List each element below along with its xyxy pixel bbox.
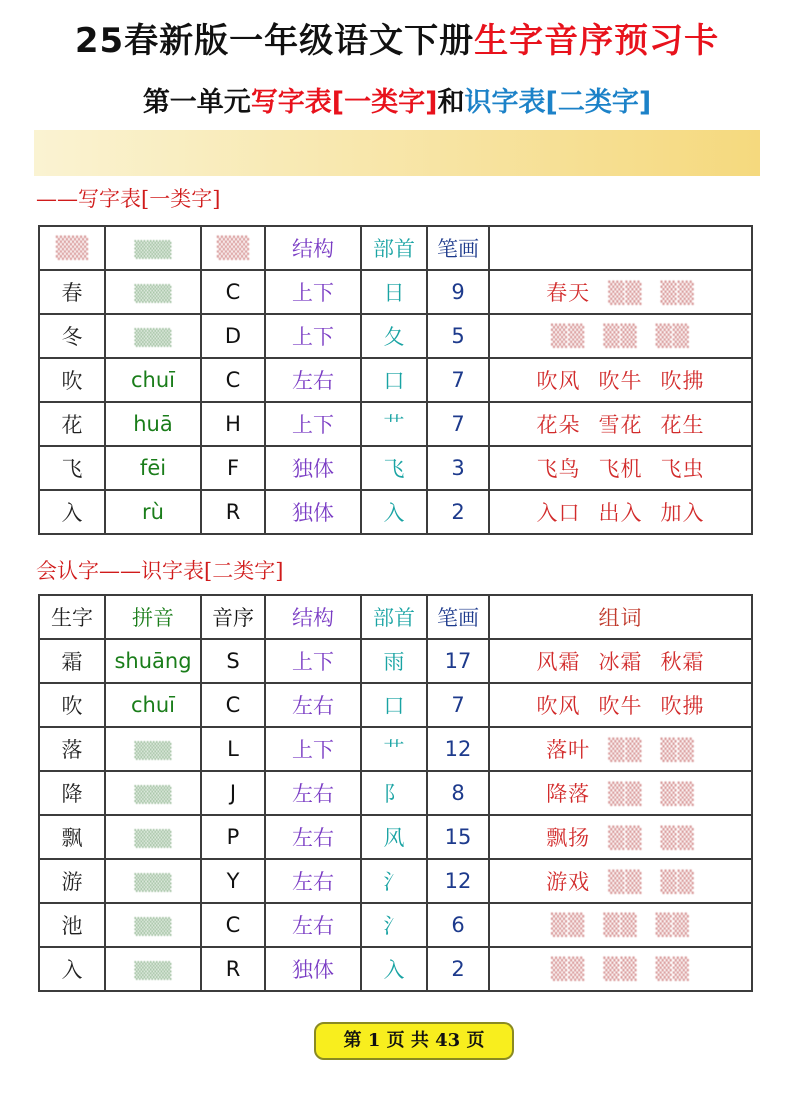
table-row bbox=[39, 771, 752, 815]
word-item: ▒▒ bbox=[655, 957, 690, 981]
word-item: 花生 bbox=[660, 413, 705, 437]
word-item: 冰霜 bbox=[598, 650, 643, 674]
char-cell: 池 bbox=[39, 903, 105, 947]
illegible-text: ▒▒▒ bbox=[134, 328, 172, 347]
words-cell bbox=[489, 903, 752, 947]
words-cell bbox=[489, 314, 752, 358]
structure-cell: 上下 bbox=[265, 270, 361, 314]
pinyin-cell bbox=[105, 314, 201, 358]
words-cell bbox=[489, 402, 752, 446]
structure-cell: 上下 bbox=[265, 402, 361, 446]
words-cell bbox=[489, 270, 752, 314]
table-row bbox=[39, 947, 752, 991]
structure-cell: 独体 bbox=[265, 446, 361, 490]
page-title bbox=[0, 18, 794, 64]
pinyin-cell bbox=[105, 947, 201, 991]
subtitle-and: 和 bbox=[437, 87, 465, 118]
word-item: 吹风 bbox=[536, 694, 581, 718]
strokes-cell: 6 bbox=[427, 903, 489, 947]
subtitle-writing-table: 写字表[一类字] bbox=[250, 87, 438, 118]
word-item: 飞鸟 bbox=[536, 457, 581, 481]
words-cell bbox=[489, 358, 752, 402]
strokes-cell: 2 bbox=[427, 947, 489, 991]
word-item: ▒▒ bbox=[551, 324, 586, 348]
page-subtitle bbox=[0, 84, 794, 122]
pinyin-cell bbox=[105, 771, 201, 815]
char-cell: 落 bbox=[39, 727, 105, 771]
word-item: 落叶 bbox=[546, 738, 591, 762]
header-strokes: 笔画 bbox=[427, 226, 489, 270]
header-pinyin: 拼音 bbox=[105, 595, 201, 639]
char-cell: 降 bbox=[39, 771, 105, 815]
word-item: 吹牛 bbox=[598, 369, 643, 393]
words-cell bbox=[489, 490, 752, 534]
radical-cell: 艹 bbox=[361, 402, 427, 446]
illegible-text: ▒▒▒ bbox=[134, 240, 172, 259]
strokes-cell: 12 bbox=[427, 727, 489, 771]
word-item: ▒▒ bbox=[608, 782, 643, 806]
structure-cell: 左右 bbox=[265, 683, 361, 727]
table-row bbox=[39, 490, 752, 534]
radical-cell: 阝 bbox=[361, 771, 427, 815]
words-cell bbox=[489, 815, 752, 859]
table-header-row bbox=[39, 595, 752, 639]
char-cell: 入 bbox=[39, 490, 105, 534]
section-label-reading: 会认字——识字表[二类字] bbox=[36, 559, 284, 583]
table-row bbox=[39, 639, 752, 683]
seq-cell: J bbox=[201, 771, 265, 815]
radical-cell: 氵 bbox=[361, 903, 427, 947]
subtitle-unit: 第一单元 bbox=[142, 87, 251, 118]
word-item: ▒▒ bbox=[603, 913, 638, 937]
radical-cell: 口 bbox=[361, 683, 427, 727]
pinyin-cell bbox=[105, 815, 201, 859]
radical-cell: 氵 bbox=[361, 859, 427, 903]
word-item: ▒▒ bbox=[660, 738, 695, 762]
pinyin-cell: chuī bbox=[105, 683, 201, 727]
illegible-text: ▒▒▒ bbox=[134, 741, 172, 760]
table-row bbox=[39, 446, 752, 490]
writing-table bbox=[38, 225, 753, 535]
char-cell: 入 bbox=[39, 947, 105, 991]
pinyin-cell bbox=[105, 727, 201, 771]
strokes-cell: 7 bbox=[427, 358, 489, 402]
seq-cell: D bbox=[201, 314, 265, 358]
word-item: 加入 bbox=[660, 501, 705, 525]
seq-cell: Y bbox=[201, 859, 265, 903]
structure-cell: 独体 bbox=[265, 490, 361, 534]
word-item: ▒▒ bbox=[655, 913, 690, 937]
seq-cell: F bbox=[201, 446, 265, 490]
strokes-cell: 5 bbox=[427, 314, 489, 358]
word-item: 风霜 bbox=[536, 650, 581, 674]
word-item: 出入 bbox=[598, 501, 643, 525]
table-row bbox=[39, 683, 752, 727]
word-item: 飘扬 bbox=[546, 826, 591, 850]
words-cell bbox=[489, 683, 752, 727]
strokes-cell: 3 bbox=[427, 446, 489, 490]
word-item: ▒▒ bbox=[660, 281, 695, 305]
word-item: 吹牛 bbox=[598, 694, 643, 718]
word-item: ▒▒ bbox=[608, 826, 643, 850]
illegible-text: ▒▒ bbox=[55, 236, 89, 260]
header-radical: 部首 bbox=[361, 226, 427, 270]
word-item: 降落 bbox=[546, 782, 591, 806]
radical-cell: 夂 bbox=[361, 314, 427, 358]
pinyin-cell: shuāng bbox=[105, 639, 201, 683]
header-char: 生字 bbox=[39, 595, 105, 639]
header-words: 组词 bbox=[489, 595, 752, 639]
table-row bbox=[39, 314, 752, 358]
subtitle-reading-table: 识字表[二类字] bbox=[464, 87, 652, 118]
strokes-cell: 12 bbox=[427, 859, 489, 903]
word-item: ▒▒ bbox=[551, 913, 586, 937]
structure-cell: 左右 bbox=[265, 815, 361, 859]
header-seq: 音序 bbox=[201, 595, 265, 639]
section-label-writing: ——写字表[一类字] bbox=[36, 187, 221, 211]
seq-cell: C bbox=[201, 683, 265, 727]
title-highlight: 生字音序预习卡 bbox=[474, 21, 720, 61]
strokes-cell: 2 bbox=[427, 490, 489, 534]
structure-cell: 左右 bbox=[265, 903, 361, 947]
words-cell bbox=[489, 639, 752, 683]
illegible-text: ▒▒▒ bbox=[134, 917, 172, 936]
structure-cell: 左右 bbox=[265, 771, 361, 815]
word-item: 秋霜 bbox=[660, 650, 705, 674]
word-item: 游戏 bbox=[546, 870, 591, 894]
header-structure: 结构 bbox=[265, 595, 361, 639]
strokes-cell: 15 bbox=[427, 815, 489, 859]
radical-cell: 飞 bbox=[361, 446, 427, 490]
word-item: 飞机 bbox=[598, 457, 643, 481]
decorative-banner bbox=[34, 130, 760, 176]
word-item: ▒▒ bbox=[608, 738, 643, 762]
header-seq bbox=[201, 226, 265, 270]
illegible-text: ▒▒▒ bbox=[134, 785, 172, 804]
pinyin-cell: fēi bbox=[105, 446, 201, 490]
pinyin-cell bbox=[105, 859, 201, 903]
words-cell bbox=[489, 947, 752, 991]
title-main: 25春新版一年级语文下册 bbox=[74, 21, 475, 61]
words-cell bbox=[489, 727, 752, 771]
table-row bbox=[39, 815, 752, 859]
radical-cell: 口 bbox=[361, 358, 427, 402]
structure-cell: 独体 bbox=[265, 947, 361, 991]
word-item: 吹拂 bbox=[660, 694, 705, 718]
word-item: ▒▒ bbox=[660, 826, 695, 850]
strokes-cell: 9 bbox=[427, 270, 489, 314]
table-row bbox=[39, 270, 752, 314]
char-cell: 游 bbox=[39, 859, 105, 903]
pinyin-cell: huā bbox=[105, 402, 201, 446]
char-cell: 飘 bbox=[39, 815, 105, 859]
structure-cell: 左右 bbox=[265, 358, 361, 402]
pinyin-cell bbox=[105, 270, 201, 314]
table-row bbox=[39, 859, 752, 903]
word-item: 春天 bbox=[546, 281, 591, 305]
header-words bbox=[489, 226, 752, 270]
structure-cell: 上下 bbox=[265, 727, 361, 771]
word-item: 雪花 bbox=[598, 413, 643, 437]
seq-cell: R bbox=[201, 947, 265, 991]
strokes-cell: 8 bbox=[427, 771, 489, 815]
strokes-cell: 17 bbox=[427, 639, 489, 683]
structure-cell: 上下 bbox=[265, 639, 361, 683]
seq-cell: S bbox=[201, 639, 265, 683]
header-pinyin bbox=[105, 226, 201, 270]
table-row bbox=[39, 727, 752, 771]
reading-table bbox=[38, 594, 753, 992]
illegible-text: ▒▒▒ bbox=[134, 873, 172, 892]
strokes-cell: 7 bbox=[427, 683, 489, 727]
header-structure: 结构 bbox=[265, 226, 361, 270]
char-cell: 花 bbox=[39, 402, 105, 446]
word-item: 吹拂 bbox=[660, 369, 705, 393]
seq-cell: P bbox=[201, 815, 265, 859]
structure-cell: 左右 bbox=[265, 859, 361, 903]
word-item: ▒▒ bbox=[660, 870, 695, 894]
structure-cell: 上下 bbox=[265, 314, 361, 358]
table-row bbox=[39, 358, 752, 402]
word-item: 飞虫 bbox=[660, 457, 705, 481]
word-item: ▒▒ bbox=[603, 324, 638, 348]
word-item: 花朵 bbox=[536, 413, 581, 437]
word-item: ▒▒ bbox=[608, 281, 643, 305]
radical-cell: 入 bbox=[361, 490, 427, 534]
table-row bbox=[39, 402, 752, 446]
word-item: ▒▒ bbox=[655, 324, 690, 348]
word-item: ▒▒ bbox=[608, 870, 643, 894]
words-cell bbox=[489, 446, 752, 490]
pinyin-cell: rù bbox=[105, 490, 201, 534]
words-cell bbox=[489, 859, 752, 903]
seq-cell: R bbox=[201, 490, 265, 534]
header-radical: 部首 bbox=[361, 595, 427, 639]
illegible-text: ▒▒▒ bbox=[134, 961, 172, 980]
word-item: ▒▒ bbox=[551, 957, 586, 981]
header-char bbox=[39, 226, 105, 270]
seq-cell: C bbox=[201, 358, 265, 402]
table-row bbox=[39, 903, 752, 947]
seq-cell: L bbox=[201, 727, 265, 771]
radical-cell: 日 bbox=[361, 270, 427, 314]
char-cell: 吹 bbox=[39, 683, 105, 727]
table-header-row bbox=[39, 226, 752, 270]
strokes-cell: 7 bbox=[427, 402, 489, 446]
word-item: ▒▒ bbox=[660, 782, 695, 806]
pinyin-cell: chuī bbox=[105, 358, 201, 402]
page-indicator-button[interactable]: 第 1 页 共 43 页 bbox=[314, 1022, 514, 1060]
seq-cell: C bbox=[201, 270, 265, 314]
word-item: 入口 bbox=[536, 501, 581, 525]
illegible-text: ▒▒▒ bbox=[134, 284, 172, 303]
radical-cell: 入 bbox=[361, 947, 427, 991]
illegible-text: ▒▒ bbox=[216, 236, 250, 260]
header-strokes: 笔画 bbox=[427, 595, 489, 639]
pinyin-cell bbox=[105, 903, 201, 947]
seq-cell: H bbox=[201, 402, 265, 446]
radical-cell: 艹 bbox=[361, 727, 427, 771]
char-cell: 飞 bbox=[39, 446, 105, 490]
char-cell: 吹 bbox=[39, 358, 105, 402]
radical-cell: 雨 bbox=[361, 639, 427, 683]
word-item: 吹风 bbox=[536, 369, 581, 393]
word-item: ▒▒ bbox=[603, 957, 638, 981]
char-cell: 春 bbox=[39, 270, 105, 314]
radical-cell: 风 bbox=[361, 815, 427, 859]
char-cell: 霜 bbox=[39, 639, 105, 683]
illegible-text: ▒▒▒ bbox=[134, 829, 172, 848]
seq-cell: C bbox=[201, 903, 265, 947]
words-cell bbox=[489, 771, 752, 815]
char-cell: 冬 bbox=[39, 314, 105, 358]
